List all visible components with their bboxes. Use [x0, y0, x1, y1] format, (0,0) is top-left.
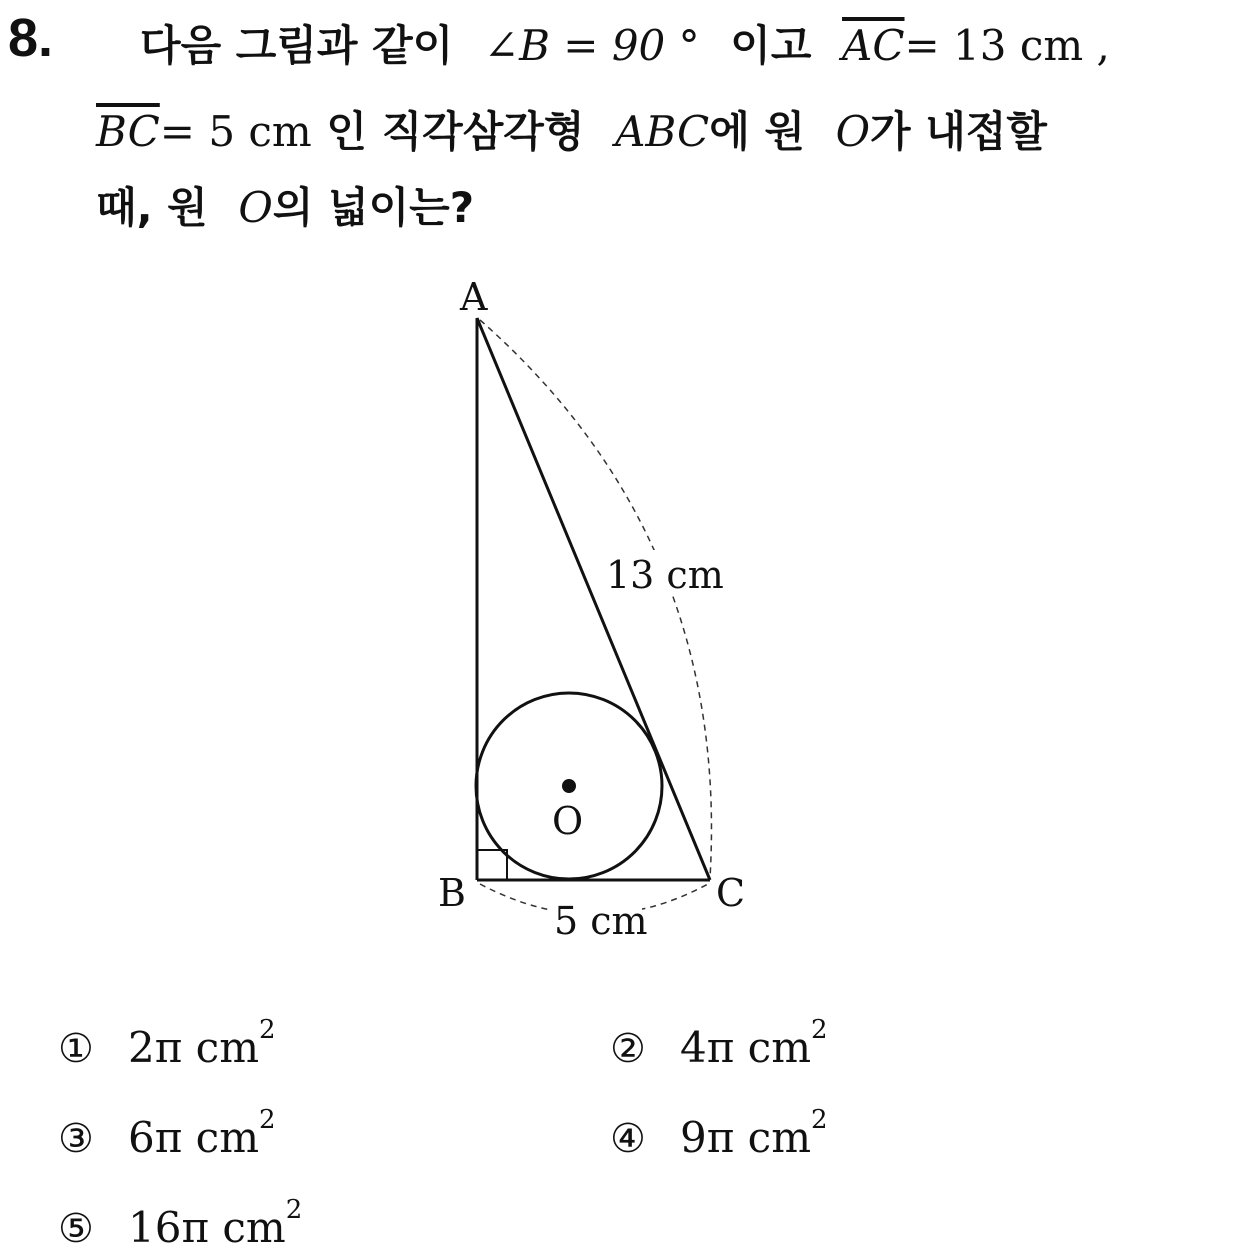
choice-2[interactable] — [610, 1004, 828, 1075]
choice-1[interactable] — [58, 1004, 276, 1075]
question-number: 8. — [8, 8, 54, 68]
choice-mark: ① — [58, 1026, 94, 1072]
circle-name: O — [238, 183, 273, 232]
choice-3[interactable] — [58, 1094, 276, 1165]
vertex-c-label: C — [716, 871, 746, 915]
question-text: 의 넓이는? — [272, 183, 475, 232]
vertex-a-label: A — [460, 275, 488, 319]
choice-value: 16π cm — [128, 1203, 286, 1252]
question-text: 이고 — [730, 21, 812, 70]
choice-exponent: 2 — [285, 1195, 303, 1225]
segment-ac-value: = 13 cm , — [904, 21, 1110, 70]
choice-exponent: 2 — [811, 1105, 828, 1135]
length-bc-label: 5 cm — [554, 899, 648, 943]
question-text: 때, 원 — [96, 183, 208, 232]
choice-mark: ⑤ — [58, 1206, 94, 1252]
dimension-arc-ac — [480, 320, 711, 878]
question-text: 가 내접할 — [870, 107, 1047, 156]
side-ac — [477, 318, 710, 880]
question-text: 인 직각삼각형 — [326, 107, 585, 156]
choice-value: 2π cm — [128, 1023, 260, 1072]
choice-value: 6π cm — [128, 1113, 260, 1162]
right-angle-mark — [477, 850, 507, 880]
choice-exponent: 2 — [811, 1015, 828, 1045]
segment-bc-label: $\overline{BC}$ — [96, 107, 160, 156]
choice-4[interactable] — [610, 1094, 828, 1165]
choice-value: 9π cm — [680, 1113, 812, 1162]
choice-mark: ④ — [610, 1116, 646, 1162]
length-ac-label: 13 cm — [606, 553, 724, 597]
choice-5[interactable] — [58, 1184, 302, 1255]
choice-exponent: 2 — [259, 1105, 276, 1135]
center-point — [562, 779, 576, 793]
choice-value: 4π cm — [680, 1023, 812, 1072]
circle-name: O — [835, 107, 871, 156]
vertex-b-label: B — [438, 871, 466, 915]
choice-mark: ③ — [58, 1116, 94, 1162]
question-text: 다음 그림과 같이 — [140, 21, 454, 70]
segment-bc-value: = 5 cm — [159, 107, 312, 156]
choice-mark: ② — [610, 1026, 646, 1072]
triangle-name: ABC — [615, 107, 710, 156]
segment-ac-label: $\overline{AC}$ — [842, 21, 905, 70]
angle-expression: ∠B = 90 ° — [483, 21, 700, 70]
question-text: 에 원 — [709, 107, 805, 156]
center-o-label: O — [552, 799, 584, 843]
choice-exponent: 2 — [259, 1015, 276, 1045]
